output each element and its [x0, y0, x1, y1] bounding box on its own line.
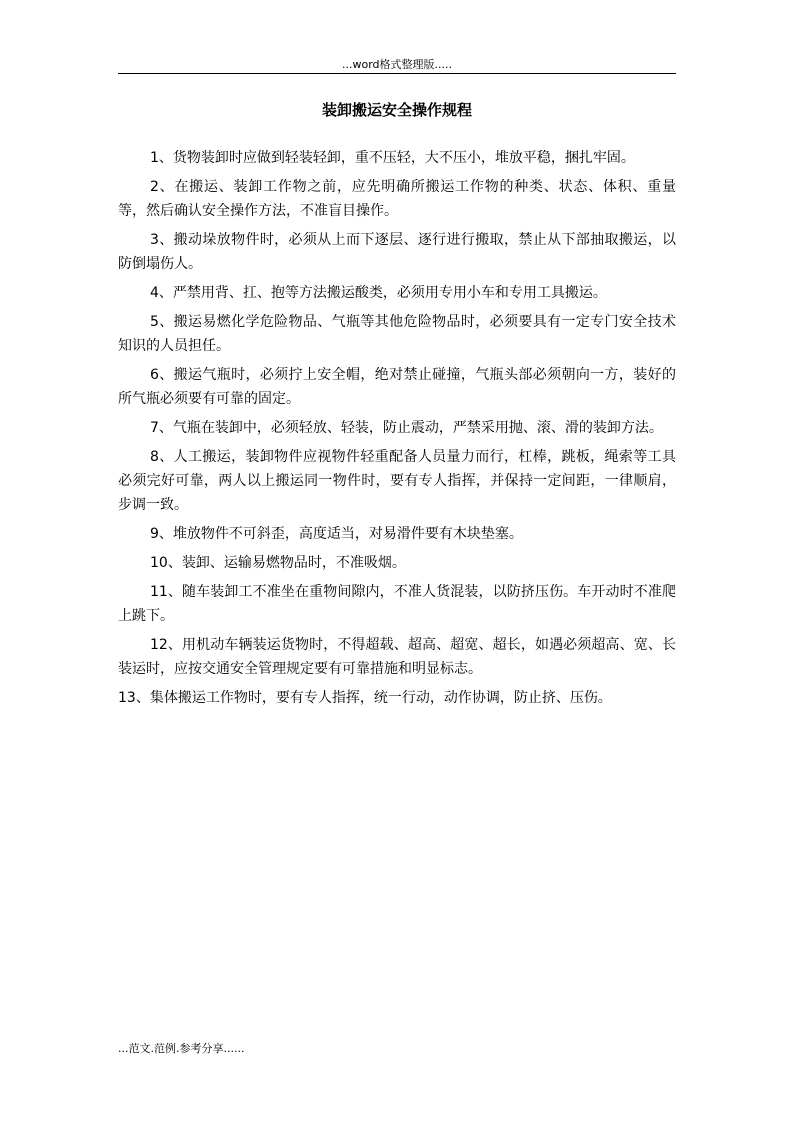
- document-title: 装卸搬运安全操作规程: [321, 101, 472, 119]
- paragraph-5: 5、搬运易燃化学危险物品、气瓶等其他危险物品时，必须要具有一定专门安全技术知识的人员担任。: [118, 314, 676, 354]
- paragraph-3: 3、搬动垛放物件时，必须从上而下逐层、逐行进行搬取，禁止从下部抽取搬运，以防倒塌伤人。: [118, 232, 676, 272]
- header-divider: [118, 73, 676, 74]
- paragraph-11: 11、随车装卸工不准坐在重物间隙内，不准人货混装，以防挤压伤。车开动时不准爬上跳下。: [118, 584, 676, 624]
- paragraph-9: 9、堆放物件不可斜歪，高度适当，对易滑件要有木块垫塞。: [150, 526, 523, 542]
- paragraph-6: 6、搬运气瓶时，必须拧上安全帽，绝对禁止碰撞，气瓶头部必须朝向一方，装好的所气瓶必须要有可靠的固定。: [118, 367, 676, 407]
- paragraph-8: 8、人工搬运，装卸物件应视物件轻重配备人员量力而行，杠棒，跳板，绳索等工具必须完好可靠，两人以上搬运同一物件时，要有专人指挥，并保持一定间距，一律顺肩，步调一致。: [118, 449, 676, 513]
- document-body: [118, 146, 676, 715]
- page-header: ...word格式整理版.....: [341, 58, 452, 71]
- paragraph-7: 7、气瓶在装卸中，必须轻放、轻装，防止震动，严禁采用抛、滚、滑的装卸方法。: [150, 420, 663, 436]
- paragraph-4: 4、严禁用背、扛、抱等方法搬运酸类，必须用专用小车和专用工具搬运。: [150, 285, 607, 301]
- paragraph-2: 2、在搬运、装卸工作物之前，应先明确所搬运工作物的种类、状态、体积、重量等，然后确认安全操作方法，不准盲目操作。: [118, 179, 676, 219]
- paragraph-1: 1、货物装卸时应做到轻装轻卸，重不压轻，大不压小，堆放平稳，捆扎牢固。: [150, 150, 635, 166]
- paragraph-12: 12、用机动车辆装运货物时，不得超载、超高、超宽、超长，如遇必须超高、宽、长装运时，应按交通安全管理规定要有可靠措施和明显标志。: [118, 637, 676, 677]
- paragraph-13: 13、集体搬运工作物时，要有专人指挥，统一行动，动作协调，防止挤、压伤。: [118, 690, 612, 706]
- paragraph-10: 10、装卸、运输易燃物品时，不准吸烟。: [150, 555, 406, 571]
- page-footer: ...范文.范例.参考分享......: [118, 1042, 245, 1055]
